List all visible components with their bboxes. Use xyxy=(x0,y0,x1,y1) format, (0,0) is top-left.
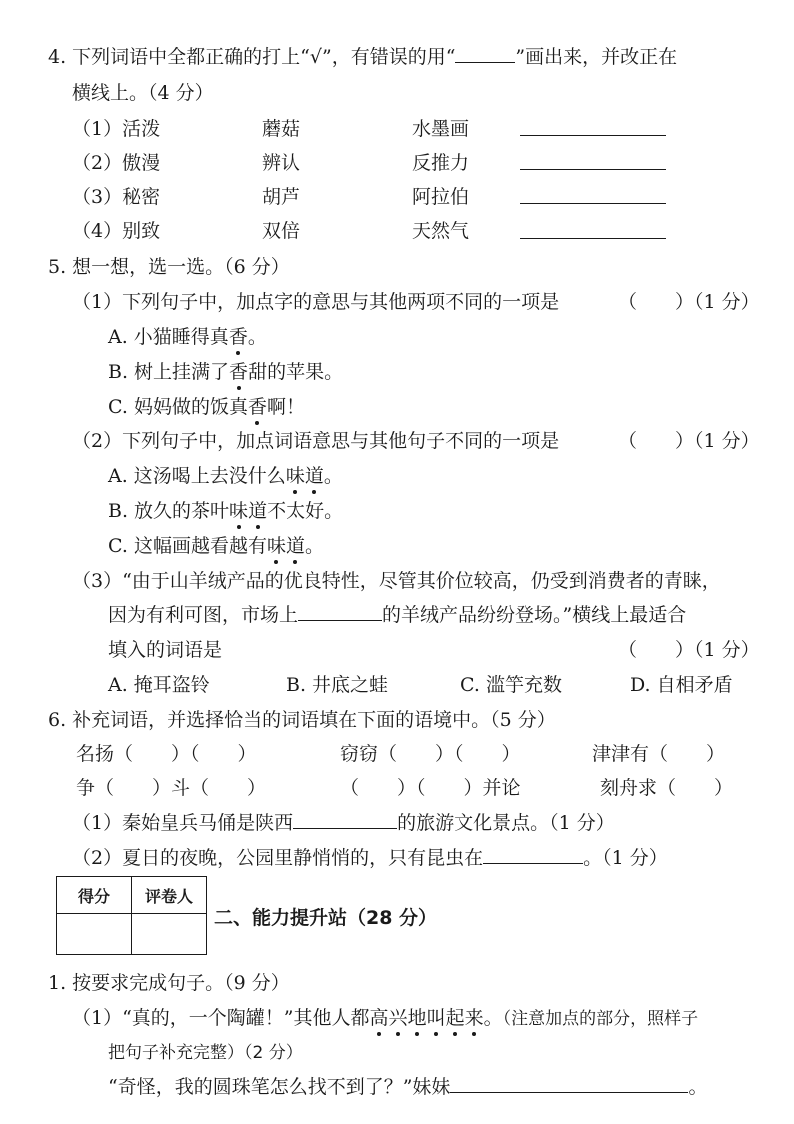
q4-row-3-answer-line[interactable] xyxy=(520,202,666,204)
q5-s3-option-d[interactable]: D. 自相矛盾 xyxy=(630,674,733,696)
p2q1-dot-3: 地 xyxy=(408,1003,427,1030)
q5-s3-option-a[interactable]: A. 掩耳盗铃 xyxy=(108,674,210,696)
q6-s2-blank[interactable] xyxy=(483,863,583,864)
q5-s3-line2-a: 因为有利可图，市场上 xyxy=(108,604,299,626)
q6-s2-a: （2）夏日的夜晚，公园里静悄悄的，只有昆虫在 xyxy=(72,847,484,869)
q5-s2-c-dotted-1: 味 xyxy=(267,531,286,558)
q5-s1-b-text: B. 树上挂满了 xyxy=(108,361,230,383)
q4-row-1-answer-line[interactable] xyxy=(520,134,666,136)
p2q1-dot-1: 高 xyxy=(370,1003,389,1030)
q6-s1-b: 的旅游文化景点。（1 分） xyxy=(397,812,615,834)
q6-s1-blank[interactable] xyxy=(293,828,397,829)
q5-s3-line3: 填入的词语是 xyxy=(108,639,223,661)
q5-s1-a-end: 。 xyxy=(247,326,267,348)
q5-s2-option-b[interactable] xyxy=(108,496,343,523)
q4-row-1-word3: 水墨画 xyxy=(412,118,470,140)
q6-title: 6. 补充词语，并选择恰当的词语填在下面的语境中。（5 分） xyxy=(48,709,556,731)
q5-s2-option-a[interactable] xyxy=(108,461,343,488)
q5-s1-b-end: 甜的苹果。 xyxy=(248,361,344,383)
q5-s1-a-text: A. 小猫睡得真 xyxy=(108,326,229,348)
p2q1-line1 xyxy=(72,1003,698,1030)
q5-s1-stem: （1）下列句子中，加点字的意思与其他两项不同的一项是 xyxy=(72,291,560,313)
q6-sentence-1 xyxy=(72,808,615,835)
q5-s2-c-end: 。 xyxy=(304,535,324,557)
q6-s1-a: （1）秦始皇兵马俑是陕西 xyxy=(72,812,294,834)
q6-word-2[interactable]: 窃窃（ ）（ ） xyxy=(340,743,521,765)
q5-s3-paren[interactable]: （ ）（1 分） xyxy=(618,639,760,661)
p2q1-line1-note: （注意加点的部分，照样子 xyxy=(502,1009,699,1029)
q5-title: 5. 想一想，选一选。（6 分） xyxy=(48,256,290,278)
q4-row-4-word3: 天然气 xyxy=(412,220,470,242)
q6-s2-b: 。（1 分） xyxy=(583,847,668,869)
q5-s3-option-c[interactable]: C. 滥竽充数 xyxy=(460,674,562,696)
q5-s2-b-text: B. 放久的茶叶 xyxy=(108,500,230,522)
q6-word-6[interactable]: 刻舟求（ ） xyxy=(600,777,734,799)
q4-row-2-word3: 反推力 xyxy=(412,152,470,174)
section2-title: 二、能力提升站（28 分） xyxy=(214,907,438,929)
q4-row-3-word3: 阿拉伯 xyxy=(412,186,470,208)
q5-s1-option-c[interactable] xyxy=(108,392,305,419)
q5-s2-a-end: 。 xyxy=(323,465,343,487)
q4-row-4-answer-line[interactable] xyxy=(520,237,666,239)
q4-row-4-word2: 双倍 xyxy=(262,220,301,242)
q5-s1-option-a[interactable] xyxy=(108,322,267,349)
q4-marker-blank xyxy=(455,62,515,63)
p2q1-dot-5: 起 xyxy=(446,1003,465,1030)
score-box-score-cell[interactable] xyxy=(57,914,132,955)
q5-s3-line2 xyxy=(108,600,686,627)
q5-s2-b-end: 不太好。 xyxy=(267,500,344,522)
p2q1-line1-pre: （1）“真的，一个陶罐！”其他人都 xyxy=(72,1007,370,1029)
p2q1-line2: 把句子补充完整）（2 分） xyxy=(108,1043,303,1063)
q5-s3-line1: （3）“由于山羊绒产品的优良特性，尽管其价位较高，仍受到消费者的青睐， xyxy=(72,570,721,592)
p2q1-line1-end: 。 xyxy=(483,1007,503,1029)
q5-s1-c-dotted: 香 xyxy=(248,392,267,419)
q4-row-3-label: （3）秘密 xyxy=(72,186,161,208)
q4-line1 xyxy=(48,42,677,69)
q6-word-4[interactable]: 争（ ）斗（ ） xyxy=(76,777,267,799)
p2q1-line3 xyxy=(108,1072,707,1099)
p2q1-dot-4: 叫 xyxy=(427,1003,446,1030)
score-box-header-score: 得分 xyxy=(57,877,132,914)
q5-s2-a-dotted-2: 道 xyxy=(305,461,324,488)
q5-s3-blank[interactable] xyxy=(298,620,382,621)
q6-word-5[interactable]: （ ）（ ）并论 xyxy=(340,777,521,799)
p2q1-dot-2: 兴 xyxy=(389,1003,408,1030)
score-box-header-grader: 评卷人 xyxy=(132,877,207,914)
q5-s3-line2-b: 的羊绒产品纷纷登场。”横线上最适合 xyxy=(382,604,687,626)
q6-word-1[interactable]: 名扬（ ）（ ） xyxy=(76,743,257,765)
q5-s1-b-dotted: 香 xyxy=(229,357,248,384)
q5-s1-c-text: C. 妈妈做的饭真 xyxy=(108,396,248,418)
q5-s1-option-b[interactable] xyxy=(108,357,343,384)
q5-s3-option-b[interactable]: B. 井底之蛙 xyxy=(286,674,389,696)
q4-line2: 横线上。（4 分） xyxy=(72,82,214,104)
score-box xyxy=(56,876,207,955)
q5-s2-a-text: A. 这汤喝上去没什么 xyxy=(108,465,286,487)
q5-s1-c-end: 啊！ xyxy=(266,396,305,418)
q4-row-4-label: （4）别致 xyxy=(72,220,161,242)
q6-word-3[interactable]: 津津有（ ） xyxy=(592,743,726,765)
q4-line1-b: ”画出来，并改正在 xyxy=(515,46,678,68)
q5-s2-stem: （2）下列句子中，加点词语意思与其他句子不同的一项是 xyxy=(72,430,560,452)
q5-s2-b-dotted-2: 道 xyxy=(248,496,267,523)
p2q1-line3-a: “奇怪，我的圆珠笔怎么找不到了？”妹妹 xyxy=(108,1076,451,1098)
q5-s1-paren[interactable]: （ ）（1 分） xyxy=(618,291,760,313)
q5-s2-option-c[interactable] xyxy=(108,531,324,558)
q4-row-2-word2: 辨认 xyxy=(262,152,301,174)
score-box-grader-cell[interactable] xyxy=(132,914,207,955)
p2q1-title: 1. 按要求完成句子。（9 分） xyxy=(48,972,290,994)
p2q1-dot-6: 来 xyxy=(465,1003,484,1030)
p2q1-line3-end: 。 xyxy=(688,1076,708,1098)
q5-s2-b-dotted-1: 味 xyxy=(229,496,248,523)
q4-row-1-word2: 蘑菇 xyxy=(262,118,301,140)
q6-sentence-2 xyxy=(72,843,668,870)
q4-row-2-label: （2）傲漫 xyxy=(72,152,161,174)
q4-row-3-word2: 胡芦 xyxy=(262,186,301,208)
p2q1-answer-blank[interactable] xyxy=(450,1092,688,1093)
q4-line1-a: 4. 下列词语中全都正确的打上“√”，有错误的用“ xyxy=(48,46,456,68)
q5-s2-a-dotted-1: 味 xyxy=(286,461,305,488)
q5-s2-c-text: C. 这幅画越看越有 xyxy=(108,535,267,557)
q4-row-1-label: （1）活泼 xyxy=(72,118,161,140)
q5-s2-paren[interactable]: （ ）（1 分） xyxy=(618,430,760,452)
q5-s1-a-dotted: 香 xyxy=(229,322,248,349)
q4-row-2-answer-line[interactable] xyxy=(520,168,666,170)
q5-s2-c-dotted-2: 道 xyxy=(286,531,305,558)
